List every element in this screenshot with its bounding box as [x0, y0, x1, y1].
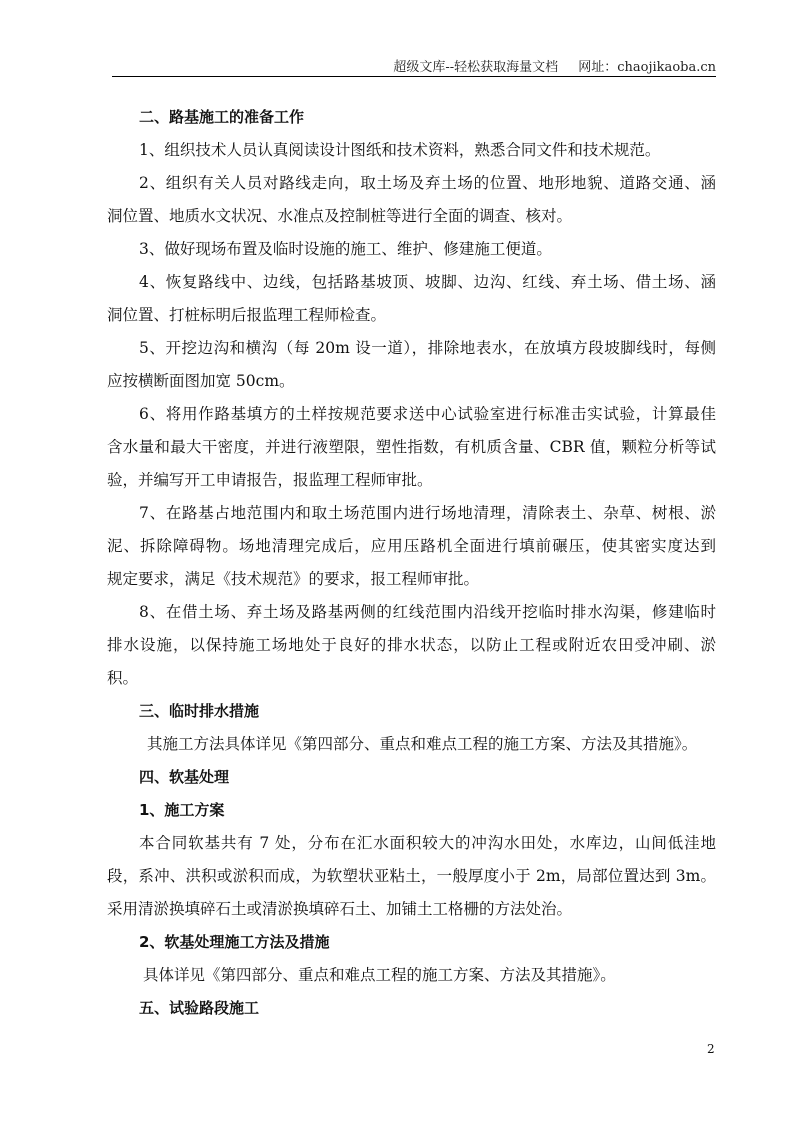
section-heading: 五、试验路段施工 [139, 999, 260, 1017]
paragraph-line: 具体详见《第四部分、重点和难点工程的施工方案、方法及其措施》。 [143, 966, 616, 984]
page-number: 2 [707, 1042, 715, 1056]
paragraph-line: 5、开挖边沟和横沟（每 20m 设一道），排除地表水，在放填方段坡脚线时，每侧 [139, 339, 716, 357]
paragraph-line: 6、将用作路基填方的土样按规范要求送中心试验室进行标准击实试验，计算最佳 [139, 405, 716, 423]
header-url: 网址：chaojikaoba.cn [578, 60, 716, 75]
page-header [393, 56, 716, 75]
paragraph-line: 段，系冲、洪积或淤积而成，为软塑状亚粘土，一般厚度小于 2m，局部位置达到 3m。 [107, 867, 716, 885]
paragraph-line: 泥、拆除障碍物。场地清理完成后，应用压路机全面进行填前碾压，使其密实度达到 [107, 537, 716, 555]
paragraph-line: 含水量和最大干密度，并进行液塑限，塑性指数，有机质含量、CBR 值，颗粒分析等试 [107, 438, 716, 456]
subsection-heading: 1、施工方案 [139, 801, 225, 819]
paragraph-line: 洞位置、打桩标明后报监理工程师检查。 [107, 306, 387, 324]
paragraph-line: 7、在路基占地范围内和取土场范围内进行场地清理，清除表土、杂草、树根、淤 [139, 504, 716, 522]
paragraph-line: 规定要求，满足《技术规范》的要求，报工程师审批。 [107, 570, 480, 588]
header-rule [112, 76, 716, 77]
paragraph-line: 2、组织有关人员对路线走向，取土场及弃土场的位置、地形地貌、道路交通、涵 [139, 174, 716, 192]
section-heading: 三、临时排水措施 [139, 702, 260, 720]
document-body [107, 101, 716, 1025]
paragraph-line: 4、恢复路线中、边线，包括路基坡顶、坡脚、边沟、红线、弃土场、借土场、涵 [139, 273, 716, 291]
paragraph-line: 本合同软基共有 7 处，分布在汇水面积较大的冲沟水田处，水库边，山间低洼地 [139, 834, 716, 852]
paragraph-line: 1、组织技术人员认真阅读设计图纸和技术资料，熟悉合同文件和技术规范。 [139, 141, 661, 159]
paragraph-line: 采用清淤换填碎石土或清淤换填碎石土、加铺土工格栅的方法处治。 [107, 900, 573, 918]
paragraph-line: 8、在借土场、弃土场及路基两侧的红线范围内沿线开挖临时排水沟渠，修建临时 [139, 603, 716, 621]
paragraph-line: 验，并编写开工申请报告，报监理工程师审批。 [107, 471, 433, 489]
paragraph-line: 其施工方法具体详见《第四部分、重点和难点工程的施工方案、方法及其措施》。 [147, 735, 698, 753]
paragraph-line: 应按横断面图加宽 50cm。 [107, 372, 295, 390]
paragraph-line: 洞位置、地质水文状况、水准点及控制桩等进行全面的调查、核对。 [107, 207, 573, 225]
section-heading: 四、软基处理 [139, 768, 230, 786]
section-heading: 二、路基施工的准备工作 [139, 108, 305, 126]
paragraph-line: 3、做好现场布置及临时设施的施工、维护、修建施工便道。 [139, 240, 552, 258]
subsection-heading: 2、软基处理施工方法及措施 [139, 933, 330, 951]
paragraph-line: 积。 [107, 669, 139, 687]
header-site-name: 超级文库--轻松获取海量文档 [393, 60, 559, 75]
paragraph-line: 排水设施，以保持施工场地处于良好的排水状态，以防止工程或附近农田受冲刷、淤 [107, 636, 716, 654]
